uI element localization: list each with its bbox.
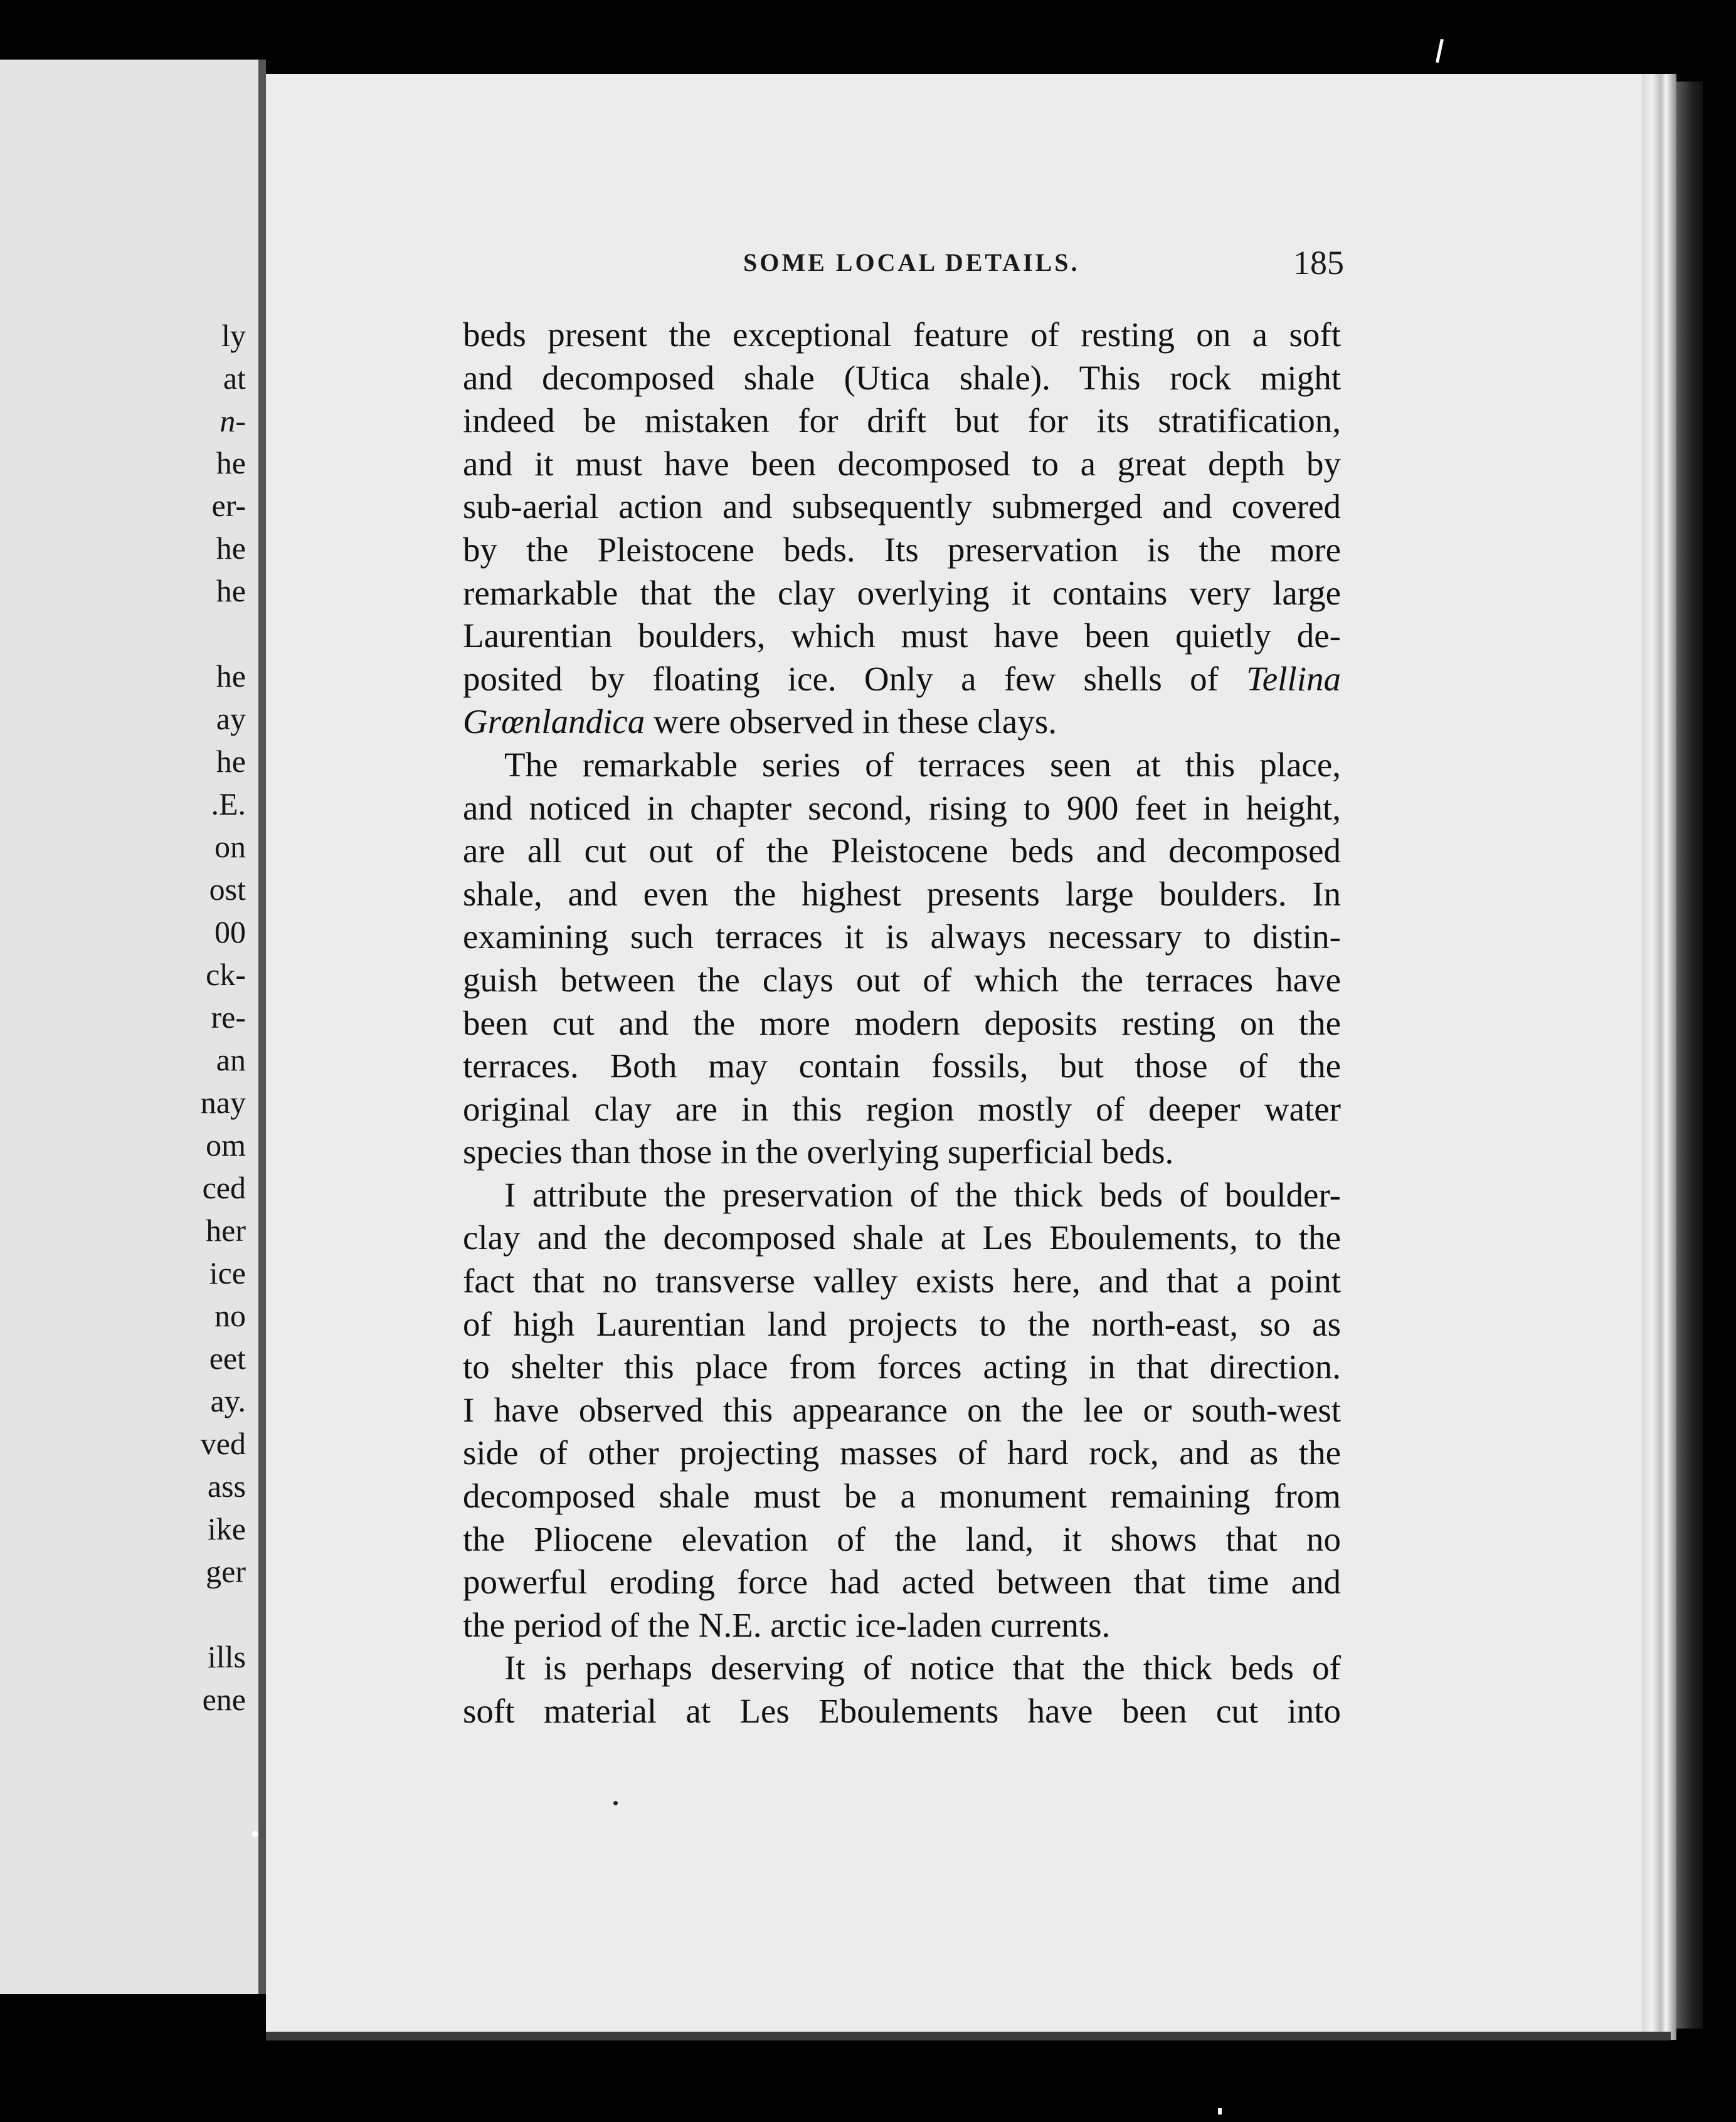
- scan-speck: [613, 1801, 618, 1805]
- body-text: [463, 314, 1341, 1733]
- text-line: the Pliocene elevation of the land, it shows that no: [463, 1519, 1341, 1558]
- facing-line: ike: [207, 1511, 246, 1546]
- text-line: and decomposed shale (Utica shale). This rock might: [463, 358, 1341, 397]
- text-line: species than those in the overlying superficial beds.: [463, 1132, 1174, 1171]
- text-line: examining such terraces it is always necessary to distin-: [463, 917, 1341, 956]
- facing-line: on: [214, 829, 246, 864]
- text-line: indeed be mistaken for drift but for its stratification,: [463, 401, 1341, 440]
- text-line: I attribute the preservation of the thick beds of boulder-: [504, 1175, 1341, 1214]
- facing-line: nay: [200, 1085, 246, 1120]
- facing-line: ass: [207, 1469, 246, 1504]
- italic-term: Tellina: [1246, 659, 1341, 698]
- text-line: [463, 658, 1341, 701]
- text-line: fact that no transverse valley exists here, and that a point: [463, 1262, 1341, 1301]
- text-line: by the Pleistocene beds. Its preservation is the more: [463, 530, 1341, 569]
- facing-line: ly: [221, 318, 246, 353]
- binding-edge: [1676, 82, 1703, 2029]
- facing-line: ay.: [210, 1383, 246, 1418]
- text-line: remarkable that the clay overlying it contains very large: [463, 573, 1341, 612]
- text-line: and noticed in chapter second, rising to 900 feet in height,: [463, 788, 1341, 827]
- italic-term: Grœnlandica: [463, 702, 645, 741]
- text-line: side of other projecting masses of hard rock, and as the: [463, 1433, 1341, 1472]
- text-line: the period of the N.E. arctic ice-laden currents.: [463, 1605, 1111, 1644]
- text-line: shale, and even the highest presents large boulders. In: [463, 874, 1341, 913]
- text-segment: were observed in these clays.: [645, 702, 1057, 741]
- text-line: It is perhaps deserving of notice that the thick beds of: [504, 1649, 1341, 1687]
- facing-line: he: [216, 573, 246, 608]
- text-segment: posited by floating ice. Only a few shells of: [463, 659, 1219, 698]
- facing-line: no: [214, 1298, 246, 1333]
- facing-line: he: [216, 744, 246, 779]
- text-line: to shelter this place from forces acting in that direction.: [463, 1348, 1341, 1386]
- facing-line: ced: [202, 1170, 246, 1205]
- facing-line: he: [216, 445, 246, 480]
- text-line: [463, 700, 1341, 744]
- facing-line: he: [216, 530, 246, 566]
- page-number: 185: [1293, 244, 1344, 282]
- facing-line: om: [206, 1127, 246, 1163]
- facing-line: an: [216, 1042, 246, 1077]
- text-line: been cut and the more modern deposits resting on the: [463, 1003, 1341, 1042]
- facing-line: ger: [206, 1554, 246, 1589]
- text-line: clay and the decomposed shale at Les Eboulements, to the: [463, 1218, 1341, 1257]
- facing-line: er-: [211, 488, 246, 523]
- text-line: are all cut out of the Pleistocene beds and decomposed: [463, 831, 1341, 870]
- text-line: terraces. Both may contain fossils, but those of the: [463, 1047, 1341, 1085]
- facing-line: he: [216, 658, 246, 694]
- text-line: powerful eroding force had acted between that time and: [463, 1563, 1341, 1602]
- facing-line: ice: [209, 1255, 246, 1291]
- text-line: and it must have been decomposed to a great depth by: [463, 444, 1341, 483]
- facing-line: at: [223, 361, 246, 396]
- text-line: guish between the clays out of which the terraces have: [463, 960, 1341, 999]
- running-head: SOME LOCAL DETAILS.: [743, 248, 1080, 277]
- text-line: decomposed shale must be a monument remaining from: [463, 1477, 1341, 1516]
- text-line: The remarkable series of terraces seen at this place,: [504, 745, 1341, 784]
- text-line: of high Laurentian land projects to the north-east, so as: [463, 1304, 1341, 1343]
- gutter: [258, 60, 266, 1994]
- facing-line: re-: [211, 1000, 246, 1035]
- facing-line: ene: [202, 1682, 246, 1717]
- facing-line: ay: [216, 701, 246, 736]
- facing-line: n-: [220, 403, 246, 438]
- text-line: I have observed this appearance on the lee or south-west: [463, 1390, 1341, 1429]
- page-edge-stack: [1642, 74, 1676, 2040]
- text-line: Laurentian boulders, which must have been quietly de-: [463, 616, 1341, 655]
- text-line: soft material at Les Eboulements have been cut into: [463, 1692, 1341, 1730]
- facing-line: ck-: [206, 957, 246, 992]
- facing-line: 00: [214, 914, 246, 949]
- scan-speck: [252, 1831, 258, 1837]
- scan-artifact: [1218, 2108, 1222, 2114]
- facing-line: ost: [209, 872, 246, 907]
- facing-line: eet: [209, 1341, 246, 1376]
- page-bottom-shadow: [266, 2032, 1671, 2040]
- text-line: beds present the exceptional feature of resting on a soft: [463, 315, 1341, 354]
- text-line: original clay are in this region mostly of deeper water: [463, 1089, 1341, 1128]
- facing-line: ved: [200, 1426, 246, 1461]
- facing-line: ills: [207, 1639, 246, 1674]
- text-line: sub-aerial action and subsequently submerged and covered: [463, 487, 1341, 526]
- scan-artifact: [1436, 39, 1444, 63]
- facing-page-fragment: [0, 60, 263, 1994]
- facing-line: .E.: [211, 786, 246, 821]
- facing-line: her: [206, 1213, 246, 1248]
